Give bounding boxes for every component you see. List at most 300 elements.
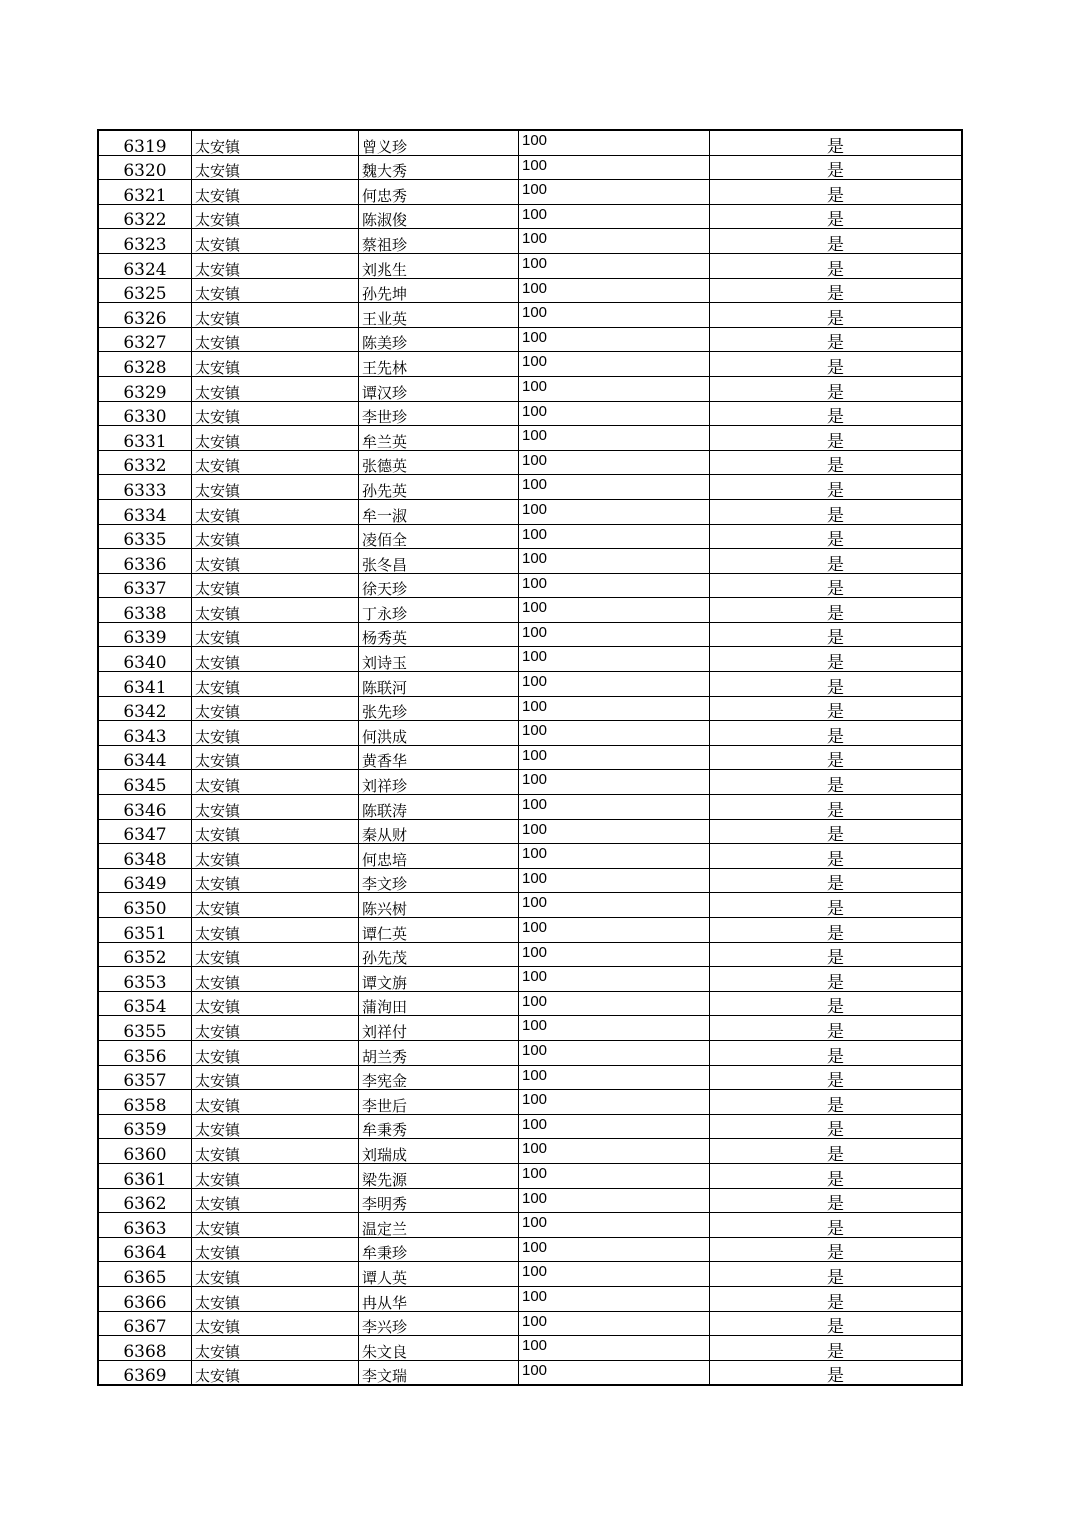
town-cell: 太安镇 <box>192 278 359 303</box>
row-number-cell: 6364 <box>98 1237 192 1262</box>
person-name-cell: 牟兰英 <box>359 426 519 451</box>
status-flag-cell: 是 <box>710 1065 963 1090</box>
row-number-cell: 6321 <box>98 180 192 205</box>
person-name-cell: 凌佰全 <box>359 524 519 549</box>
person-name-cell: 陈兴树 <box>359 893 519 918</box>
town-cell: 太安镇 <box>192 549 359 574</box>
status-flag-cell: 是 <box>710 549 963 574</box>
town-cell: 太安镇 <box>192 475 359 500</box>
row-number-cell: 6332 <box>98 450 192 475</box>
town-cell: 太安镇 <box>192 1262 359 1287</box>
amount-cell: 100 <box>519 1163 710 1188</box>
amount-cell: 100 <box>519 1188 710 1213</box>
person-name-cell: 牟秉珍 <box>359 1237 519 1262</box>
amount-cell: 100 <box>519 499 710 524</box>
table-row <box>98 1065 962 1090</box>
town-cell: 太安镇 <box>192 745 359 770</box>
town-cell: 太安镇 <box>192 1237 359 1262</box>
records-table <box>97 129 963 1386</box>
town-cell: 太安镇 <box>192 499 359 524</box>
status-flag-cell: 是 <box>710 647 963 672</box>
status-flag-cell: 是 <box>710 1286 963 1311</box>
table-row <box>98 819 962 844</box>
person-name-cell: 李兴珍 <box>359 1311 519 1336</box>
row-number-cell: 6337 <box>98 573 192 598</box>
status-flag-cell: 是 <box>710 278 963 303</box>
amount-cell: 100 <box>519 868 710 893</box>
row-number-cell: 6327 <box>98 327 192 352</box>
row-number-cell: 6355 <box>98 1016 192 1041</box>
person-name-cell: 孙先英 <box>359 475 519 500</box>
person-name-cell: 丁永珍 <box>359 598 519 623</box>
person-name-cell: 黄香华 <box>359 745 519 770</box>
table-row <box>98 524 962 549</box>
status-flag-cell: 是 <box>710 426 963 451</box>
row-number-cell: 6368 <box>98 1336 192 1361</box>
person-name-cell: 徐天珍 <box>359 573 519 598</box>
person-name-cell: 陈联涛 <box>359 795 519 820</box>
status-flag-cell: 是 <box>710 967 963 992</box>
status-flag-cell: 是 <box>710 499 963 524</box>
amount-cell: 100 <box>519 696 710 721</box>
status-flag-cell: 是 <box>710 721 963 746</box>
table-row <box>98 1188 962 1213</box>
amount-cell: 100 <box>519 1213 710 1238</box>
town-cell: 太安镇 <box>192 1139 359 1164</box>
amount-cell: 100 <box>519 918 710 943</box>
amount-cell: 100 <box>519 1311 710 1336</box>
row-number-cell: 6331 <box>98 426 192 451</box>
row-number-cell: 6349 <box>98 868 192 893</box>
person-name-cell: 孙先坤 <box>359 278 519 303</box>
person-name-cell: 温定兰 <box>359 1213 519 1238</box>
row-number-cell: 6348 <box>98 844 192 869</box>
row-number-cell: 6350 <box>98 893 192 918</box>
person-name-cell: 谭人英 <box>359 1262 519 1287</box>
table-row <box>98 1262 962 1287</box>
status-flag-cell: 是 <box>710 819 963 844</box>
table-row <box>98 1016 962 1041</box>
row-number-cell: 6341 <box>98 672 192 697</box>
town-cell: 太安镇 <box>192 229 359 254</box>
person-name-cell: 李文珍 <box>359 868 519 893</box>
status-flag-cell: 是 <box>710 376 963 401</box>
row-number-cell: 6329 <box>98 376 192 401</box>
town-cell: 太安镇 <box>192 967 359 992</box>
row-number-cell: 6320 <box>98 155 192 180</box>
table-row <box>98 745 962 770</box>
town-cell: 太安镇 <box>192 844 359 869</box>
person-name-cell: 刘兆生 <box>359 253 519 278</box>
table-row <box>98 795 962 820</box>
status-flag-cell: 是 <box>710 745 963 770</box>
row-number-cell: 6323 <box>98 229 192 254</box>
table-row <box>98 573 962 598</box>
table-row <box>98 229 962 254</box>
row-number-cell: 6363 <box>98 1213 192 1238</box>
amount-cell: 100 <box>519 524 710 549</box>
status-flag-cell: 是 <box>710 180 963 205</box>
row-number-cell: 6357 <box>98 1065 192 1090</box>
town-cell: 太安镇 <box>192 1311 359 1336</box>
person-name-cell: 刘诗玉 <box>359 647 519 672</box>
status-flag-cell: 是 <box>710 303 963 328</box>
town-cell: 太安镇 <box>192 647 359 672</box>
town-cell: 太安镇 <box>192 942 359 967</box>
person-name-cell: 何忠秀 <box>359 180 519 205</box>
town-cell: 太安镇 <box>192 1114 359 1139</box>
person-name-cell: 蔡祖珍 <box>359 229 519 254</box>
table-row <box>98 180 962 205</box>
town-cell: 太安镇 <box>192 819 359 844</box>
person-name-cell: 刘祥珍 <box>359 770 519 795</box>
town-cell: 太安镇 <box>192 426 359 451</box>
town-cell: 太安镇 <box>192 1016 359 1041</box>
table-row <box>98 549 962 574</box>
row-number-cell: 6356 <box>98 1040 192 1065</box>
row-number-cell: 6365 <box>98 1262 192 1287</box>
person-name-cell: 何洪成 <box>359 721 519 746</box>
amount-cell: 100 <box>519 991 710 1016</box>
status-flag-cell: 是 <box>710 1237 963 1262</box>
amount-cell: 100 <box>519 155 710 180</box>
amount-cell: 100 <box>519 598 710 623</box>
status-flag-cell: 是 <box>710 1188 963 1213</box>
row-number-cell: 6358 <box>98 1090 192 1115</box>
row-number-cell: 6335 <box>98 524 192 549</box>
person-name-cell: 谭文旃 <box>359 967 519 992</box>
amount-cell: 100 <box>519 253 710 278</box>
status-flag-cell: 是 <box>710 1336 963 1361</box>
person-name-cell: 谭仁英 <box>359 918 519 943</box>
row-number-cell: 6330 <box>98 401 192 426</box>
row-number-cell: 6319 <box>98 130 192 155</box>
status-flag-cell: 是 <box>710 155 963 180</box>
row-number-cell: 6324 <box>98 253 192 278</box>
person-name-cell: 牟秉秀 <box>359 1114 519 1139</box>
status-flag-cell: 是 <box>710 918 963 943</box>
records-table-body <box>98 130 962 1385</box>
table-row <box>98 991 962 1016</box>
row-number-cell: 6361 <box>98 1163 192 1188</box>
status-flag-cell: 是 <box>710 450 963 475</box>
town-cell: 太安镇 <box>192 622 359 647</box>
table-row <box>98 967 962 992</box>
row-number-cell: 6346 <box>98 795 192 820</box>
amount-cell: 100 <box>519 1360 710 1385</box>
row-number-cell: 6369 <box>98 1360 192 1385</box>
status-flag-cell: 是 <box>710 770 963 795</box>
status-flag-cell: 是 <box>710 1139 963 1164</box>
person-name-cell: 李世珍 <box>359 401 519 426</box>
row-number-cell: 6344 <box>98 745 192 770</box>
status-flag-cell: 是 <box>710 475 963 500</box>
table-row <box>98 1114 962 1139</box>
status-flag-cell: 是 <box>710 672 963 697</box>
amount-cell: 100 <box>519 278 710 303</box>
amount-cell: 100 <box>519 327 710 352</box>
row-number-cell: 6322 <box>98 204 192 229</box>
amount-cell: 100 <box>519 1090 710 1115</box>
person-name-cell: 杨秀英 <box>359 622 519 647</box>
amount-cell: 100 <box>519 549 710 574</box>
table-row <box>98 401 962 426</box>
status-flag-cell: 是 <box>710 1360 963 1385</box>
amount-cell: 100 <box>519 622 710 647</box>
amount-cell: 100 <box>519 967 710 992</box>
amount-cell: 100 <box>519 352 710 377</box>
person-name-cell: 刘瑞成 <box>359 1139 519 1164</box>
person-name-cell: 谭汉珍 <box>359 376 519 401</box>
person-name-cell: 曾义珍 <box>359 130 519 155</box>
row-number-cell: 6367 <box>98 1311 192 1336</box>
town-cell: 太安镇 <box>192 180 359 205</box>
town-cell: 太安镇 <box>192 1336 359 1361</box>
person-name-cell: 陈联河 <box>359 672 519 697</box>
town-cell: 太安镇 <box>192 1188 359 1213</box>
person-name-cell: 孙先茂 <box>359 942 519 967</box>
row-number-cell: 6340 <box>98 647 192 672</box>
status-flag-cell: 是 <box>710 844 963 869</box>
amount-cell: 100 <box>519 475 710 500</box>
table-row <box>98 253 962 278</box>
town-cell: 太安镇 <box>192 918 359 943</box>
amount-cell: 100 <box>519 1139 710 1164</box>
person-name-cell: 胡兰秀 <box>359 1040 519 1065</box>
status-flag-cell: 是 <box>710 1213 963 1238</box>
town-cell: 太安镇 <box>192 672 359 697</box>
status-flag-cell: 是 <box>710 598 963 623</box>
person-name-cell: 魏大秀 <box>359 155 519 180</box>
status-flag-cell: 是 <box>710 327 963 352</box>
table-row <box>98 647 962 672</box>
row-number-cell: 6326 <box>98 303 192 328</box>
row-number-cell: 6338 <box>98 598 192 623</box>
town-cell: 太安镇 <box>192 327 359 352</box>
table-row <box>98 499 962 524</box>
status-flag-cell: 是 <box>710 991 963 1016</box>
town-cell: 太安镇 <box>192 253 359 278</box>
person-name-cell: 王业英 <box>359 303 519 328</box>
table-row <box>98 696 962 721</box>
table-row <box>98 1286 962 1311</box>
town-cell: 太安镇 <box>192 868 359 893</box>
table-row <box>98 844 962 869</box>
amount-cell: 100 <box>519 229 710 254</box>
table-row <box>98 130 962 155</box>
row-number-cell: 6347 <box>98 819 192 844</box>
table-row <box>98 450 962 475</box>
row-number-cell: 6339 <box>98 622 192 647</box>
person-name-cell: 朱文良 <box>359 1336 519 1361</box>
status-flag-cell: 是 <box>710 1262 963 1287</box>
table-row <box>98 1213 962 1238</box>
town-cell: 太安镇 <box>192 770 359 795</box>
status-flag-cell: 是 <box>710 795 963 820</box>
table-row <box>98 1237 962 1262</box>
amount-cell: 100 <box>519 745 710 770</box>
amount-cell: 100 <box>519 401 710 426</box>
status-flag-cell: 是 <box>710 229 963 254</box>
status-flag-cell: 是 <box>710 868 963 893</box>
town-cell: 太安镇 <box>192 1065 359 1090</box>
table-row <box>98 155 962 180</box>
row-number-cell: 6354 <box>98 991 192 1016</box>
person-name-cell: 蒲洵田 <box>359 991 519 1016</box>
town-cell: 太安镇 <box>192 721 359 746</box>
table-row <box>98 426 962 451</box>
status-flag-cell: 是 <box>710 204 963 229</box>
table-row <box>98 1040 962 1065</box>
table-row <box>98 1311 962 1336</box>
amount-cell: 100 <box>519 819 710 844</box>
status-flag-cell: 是 <box>710 130 963 155</box>
town-cell: 太安镇 <box>192 450 359 475</box>
person-name-cell: 梁先源 <box>359 1163 519 1188</box>
amount-cell: 100 <box>519 672 710 697</box>
row-number-cell: 6333 <box>98 475 192 500</box>
table-row <box>98 868 962 893</box>
person-name-cell: 秦从财 <box>359 819 519 844</box>
table-row <box>98 352 962 377</box>
town-cell: 太安镇 <box>192 401 359 426</box>
town-cell: 太安镇 <box>192 598 359 623</box>
table-row <box>98 942 962 967</box>
person-name-cell: 冉从华 <box>359 1286 519 1311</box>
status-flag-cell: 是 <box>710 893 963 918</box>
table-row <box>98 622 962 647</box>
table-row <box>98 1163 962 1188</box>
table-row <box>98 376 962 401</box>
amount-cell: 100 <box>519 844 710 869</box>
amount-cell: 100 <box>519 1262 710 1287</box>
person-name-cell: 张德英 <box>359 450 519 475</box>
table-row <box>98 1360 962 1385</box>
status-flag-cell: 是 <box>710 352 963 377</box>
person-name-cell: 李世后 <box>359 1090 519 1115</box>
amount-cell: 100 <box>519 450 710 475</box>
table-row <box>98 918 962 943</box>
amount-cell: 100 <box>519 1286 710 1311</box>
row-number-cell: 6359 <box>98 1114 192 1139</box>
amount-cell: 100 <box>519 303 710 328</box>
person-name-cell: 李宪金 <box>359 1065 519 1090</box>
amount-cell: 100 <box>519 893 710 918</box>
town-cell: 太安镇 <box>192 352 359 377</box>
row-number-cell: 6352 <box>98 942 192 967</box>
status-flag-cell: 是 <box>710 524 963 549</box>
status-flag-cell: 是 <box>710 401 963 426</box>
amount-cell: 100 <box>519 180 710 205</box>
person-name-cell: 何忠培 <box>359 844 519 869</box>
person-name-cell: 王先林 <box>359 352 519 377</box>
row-number-cell: 6336 <box>98 549 192 574</box>
town-cell: 太安镇 <box>192 1360 359 1385</box>
row-number-cell: 6342 <box>98 696 192 721</box>
town-cell: 太安镇 <box>192 204 359 229</box>
table-row <box>98 672 962 697</box>
amount-cell: 100 <box>519 1016 710 1041</box>
town-cell: 太安镇 <box>192 155 359 180</box>
amount-cell: 100 <box>519 795 710 820</box>
table-row <box>98 303 962 328</box>
status-flag-cell: 是 <box>710 1016 963 1041</box>
person-name-cell: 牟一淑 <box>359 499 519 524</box>
town-cell: 太安镇 <box>192 1213 359 1238</box>
person-name-cell: 张冬昌 <box>359 549 519 574</box>
town-cell: 太安镇 <box>192 795 359 820</box>
town-cell: 太安镇 <box>192 130 359 155</box>
amount-cell: 100 <box>519 426 710 451</box>
row-number-cell: 6334 <box>98 499 192 524</box>
table-row <box>98 598 962 623</box>
town-cell: 太安镇 <box>192 524 359 549</box>
row-number-cell: 6360 <box>98 1139 192 1164</box>
amount-cell: 100 <box>519 573 710 598</box>
person-name-cell: 李明秀 <box>359 1188 519 1213</box>
table-row <box>98 1336 962 1361</box>
town-cell: 太安镇 <box>192 1286 359 1311</box>
status-flag-cell: 是 <box>710 573 963 598</box>
person-name-cell: 陈美珍 <box>359 327 519 352</box>
amount-cell: 100 <box>519 942 710 967</box>
person-name-cell: 刘祥付 <box>359 1016 519 1041</box>
table-row <box>98 278 962 303</box>
table-row <box>98 327 962 352</box>
status-flag-cell: 是 <box>710 253 963 278</box>
row-number-cell: 6351 <box>98 918 192 943</box>
town-cell: 太安镇 <box>192 893 359 918</box>
amount-cell: 100 <box>519 1065 710 1090</box>
amount-cell: 100 <box>519 1114 710 1139</box>
row-number-cell: 6353 <box>98 967 192 992</box>
person-name-cell: 陈淑俊 <box>359 204 519 229</box>
table-row <box>98 893 962 918</box>
amount-cell: 100 <box>519 647 710 672</box>
person-name-cell: 张先珍 <box>359 696 519 721</box>
table-row <box>98 1090 962 1115</box>
town-cell: 太安镇 <box>192 303 359 328</box>
status-flag-cell: 是 <box>710 1040 963 1065</box>
amount-cell: 100 <box>519 376 710 401</box>
town-cell: 太安镇 <box>192 696 359 721</box>
town-cell: 太安镇 <box>192 1090 359 1115</box>
amount-cell: 100 <box>519 770 710 795</box>
table-row <box>98 1139 962 1164</box>
town-cell: 太安镇 <box>192 1040 359 1065</box>
table-row <box>98 475 962 500</box>
status-flag-cell: 是 <box>710 1090 963 1115</box>
row-number-cell: 6345 <box>98 770 192 795</box>
table-row <box>98 770 962 795</box>
table-row <box>98 721 962 746</box>
amount-cell: 100 <box>519 1237 710 1262</box>
town-cell: 太安镇 <box>192 573 359 598</box>
status-flag-cell: 是 <box>710 942 963 967</box>
row-number-cell: 6366 <box>98 1286 192 1311</box>
status-flag-cell: 是 <box>710 1114 963 1139</box>
person-name-cell: 李文瑞 <box>359 1360 519 1385</box>
town-cell: 太安镇 <box>192 1163 359 1188</box>
amount-cell: 100 <box>519 1336 710 1361</box>
row-number-cell: 6325 <box>98 278 192 303</box>
town-cell: 太安镇 <box>192 376 359 401</box>
amount-cell: 100 <box>519 130 710 155</box>
status-flag-cell: 是 <box>710 1163 963 1188</box>
row-number-cell: 6343 <box>98 721 192 746</box>
status-flag-cell: 是 <box>710 622 963 647</box>
row-number-cell: 6362 <box>98 1188 192 1213</box>
